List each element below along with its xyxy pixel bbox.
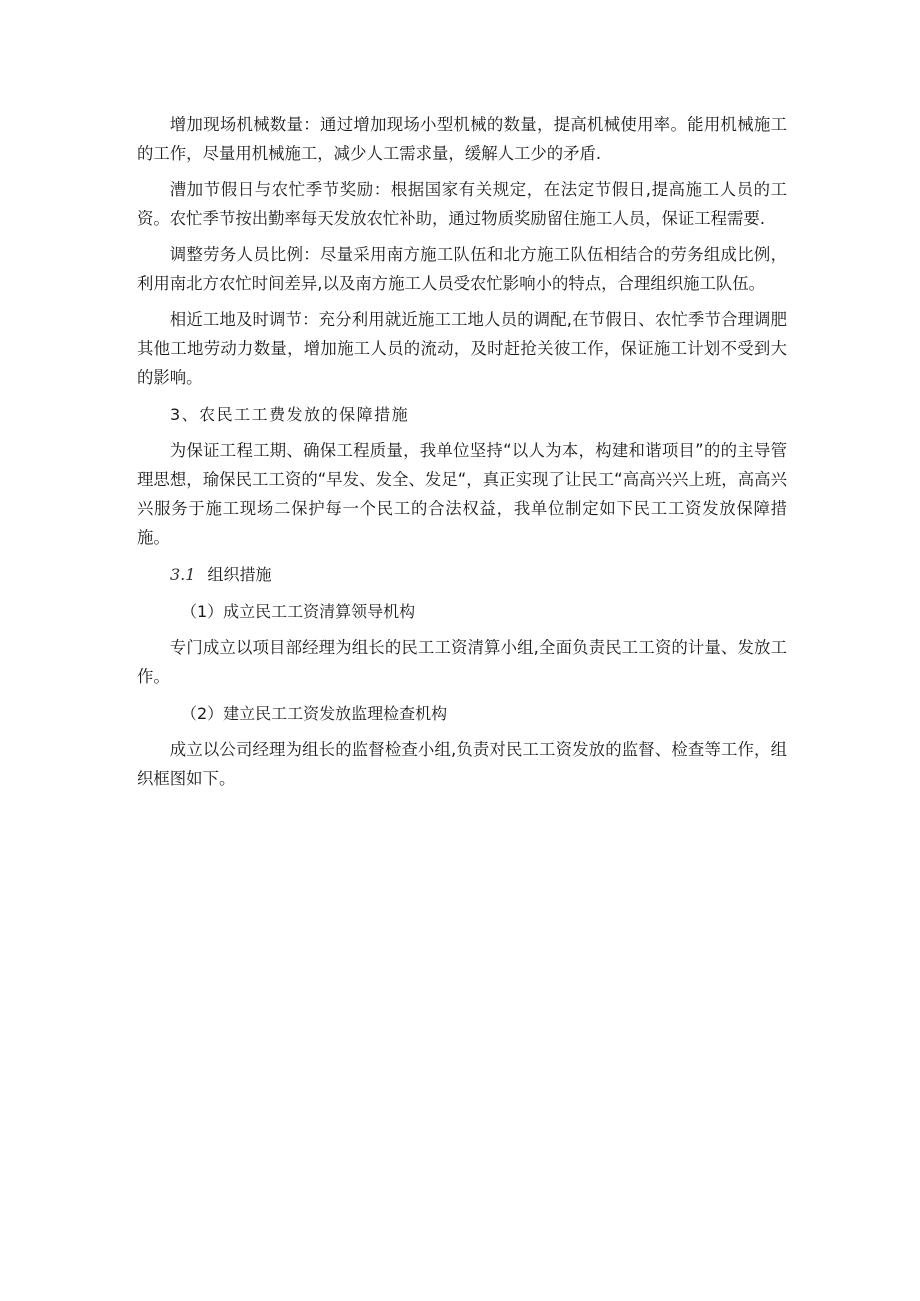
paragraph-labor-ratio: 调整劳务人员比例：尽量采用南方施工队伍和北方施工队伍相结合的劳务组成比例，利用南北方农忙时间差异,以及南方施工人员受农忙影响小的特点，合理组织施工队伍。 bbox=[137, 245, 787, 293]
section-3-intro: 为保证工程工期、确保工程质量，我单位坚持“以人为本，构建和谐项目”的的主导管理思想，瑜保民工工资的“早发、发全、发足“，真正实现了让民工“高高兴兴上班，高高兴兴服务于施工现场二保护每一个民工的合法权益，我单位制定如下民工工资发放保障措施。 bbox=[137, 441, 787, 547]
section-3-1-title: 组织措施 bbox=[207, 565, 272, 584]
paragraph-nearby-sites: 相近工地及时调节：充分利用就近施工工地人员的调配,在节假日、农忙季节合理调肥其他工地劳动力数量，增加施工人员的流动，及时赶抢关彼工作，保证施工计划不受到大的影响。 bbox=[137, 310, 787, 387]
item-2-body: 成立以公司经理为组长的监督检查小组,负责对民工工资发放的监督、检查等工作，组织框图如下。 bbox=[137, 740, 787, 788]
item-1-title: （1）成立民工工资清算领导机构 bbox=[181, 602, 416, 621]
section-3-1-number: 3.1 bbox=[170, 565, 196, 584]
document-body bbox=[137, 110, 787, 793]
section-3-1-heading bbox=[137, 560, 787, 589]
section-3-heading: 3、农民工工费发放的保障措施 bbox=[170, 405, 410, 424]
paragraph-holiday-bonus: 漕加节假日与农忙季节奖励：根据国家有关规定，在法定节假日,提高施工人员的工资。农忙季节按出勤率每天发放农忙补助，通过物质奖励留住施工人员，保证工程需要. bbox=[137, 180, 787, 228]
item-1-body: 专门成立以项目部经理为组长的民工工资清算小组,全面负责民工工资的计量、发放工作。 bbox=[137, 638, 787, 686]
item-2-title: （2）建立民工工资发放监理检查机构 bbox=[181, 704, 448, 723]
paragraph-machinery: 增加现场机械数量：通过增加现场小型机械的数量，提高机械使用率。能用机械施工的工作，尽量用机械施工，减少人工需求量，缓解人工少的矛盾. bbox=[137, 115, 787, 163]
